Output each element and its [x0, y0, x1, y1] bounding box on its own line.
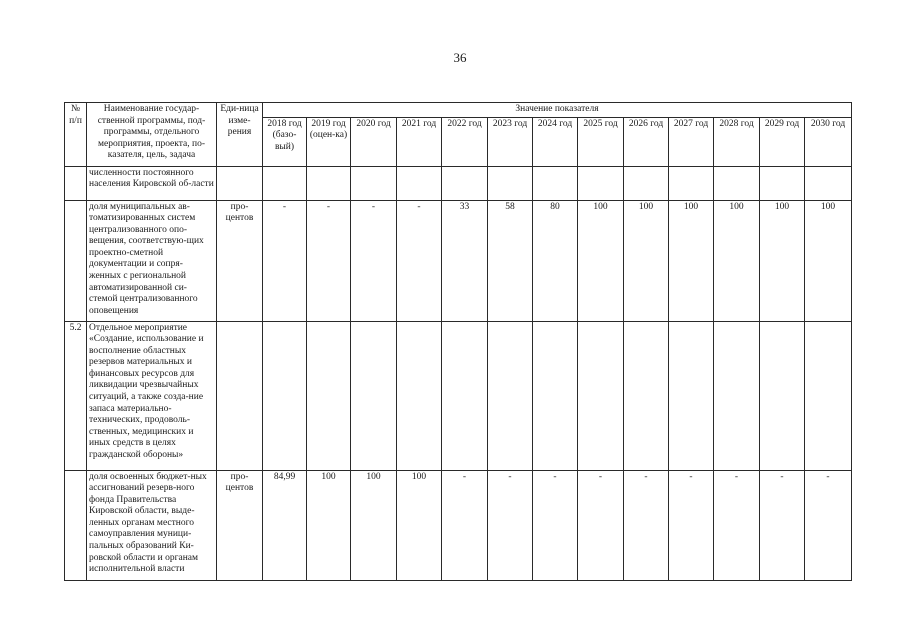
row-value: 100	[624, 200, 669, 321]
header-year: 2022 год	[442, 117, 488, 166]
row-value: -	[714, 470, 760, 580]
row-value	[351, 166, 397, 200]
row-value	[442, 166, 488, 200]
header-year: 2029 год	[760, 117, 805, 166]
row-value	[397, 321, 442, 470]
row-value	[624, 321, 669, 470]
table-row	[65, 166, 852, 200]
row-value	[578, 321, 624, 470]
row-value: 100	[760, 200, 805, 321]
row-name: Отдельное мероприятие «Создание, использование и восполнение областных резервов материальных и финансовых ресурсов для ликвидации чрезвычайных ситуаций, а также созда-ние запаса материально-технических, продоволь-ственных, медицинских и иных средств в целях гражданской обороны»	[87, 321, 217, 470]
row-num	[65, 166, 87, 200]
row-value	[533, 166, 578, 200]
row-value	[442, 321, 488, 470]
table-row	[65, 200, 852, 321]
row-unit	[217, 166, 263, 200]
row-unit: про-центов	[217, 200, 263, 321]
row-value	[263, 166, 307, 200]
header-name: Наименование государ-ственной программы, под-программы, отдельного мероприятия, проекта, по-казателя, цель, задача	[87, 103, 217, 167]
row-value: -	[397, 200, 442, 321]
row-value	[307, 321, 351, 470]
row-value	[805, 321, 852, 470]
row-value	[624, 166, 669, 200]
row-name: доля муниципальных ав-томатизированных систем централизованного опо-вещения, соответствую-щих проектно-сметной документации и сопря-женных с региональной автоматизированной си-стемой централизованного оповещения	[87, 200, 217, 321]
row-value	[578, 166, 624, 200]
row-value	[714, 166, 760, 200]
row-value: -	[488, 470, 533, 580]
row-value	[714, 321, 760, 470]
header-year: 2030 год	[805, 117, 852, 166]
row-value	[533, 321, 578, 470]
row-num: 5.2	[65, 321, 87, 470]
row-value	[488, 166, 533, 200]
row-name: численности постоянного населения Кировской об-ласти	[87, 166, 217, 200]
page-number: 36	[453, 50, 467, 65]
row-num	[65, 200, 87, 321]
row-value: 100	[351, 470, 397, 580]
header-num: № п/п	[65, 103, 87, 167]
row-value	[263, 321, 307, 470]
table-row	[65, 470, 852, 580]
row-unit	[217, 321, 263, 470]
row-value: 100	[714, 200, 760, 321]
row-value: 100	[669, 200, 714, 321]
row-value: 58	[488, 200, 533, 321]
header-year: 2024 год	[533, 117, 578, 166]
row-value: -	[578, 470, 624, 580]
row-value: -	[624, 470, 669, 580]
header-year: 2019 год (оцен-ка)	[307, 117, 351, 166]
header-year: 2023 год	[488, 117, 533, 166]
header-values-title: Значение показателя	[263, 103, 852, 118]
header-year: 2026 год	[624, 117, 669, 166]
row-value: -	[263, 200, 307, 321]
header-year: 2018 год (базо-вый)	[263, 117, 307, 166]
indicators-table	[64, 102, 852, 581]
row-value	[669, 321, 714, 470]
row-value: -	[669, 470, 714, 580]
header-year: 2027 год	[669, 117, 714, 166]
row-value	[805, 166, 852, 200]
header-year: 2020 год	[351, 117, 397, 166]
header-unit: Еди-ница изме-рения	[217, 103, 263, 167]
header-row-top	[65, 103, 852, 118]
row-num	[65, 470, 87, 580]
row-value: 33	[442, 200, 488, 321]
row-value: 100	[307, 470, 351, 580]
row-value	[760, 166, 805, 200]
row-name: доля освоенных бюджет-ных ассигнований резерв-ного фонда Правительства Кировской области, выде-ленных органам местного самоуправления муници-пальных образований Ки-ровской области и органам исполнительной власти	[87, 470, 217, 580]
row-value	[397, 166, 442, 200]
row-value	[669, 166, 714, 200]
row-value: -	[307, 200, 351, 321]
row-value: 100	[397, 470, 442, 580]
header-year: 2025 год	[578, 117, 624, 166]
row-value: -	[760, 470, 805, 580]
row-value	[307, 166, 351, 200]
row-value: -	[351, 200, 397, 321]
row-value: 80	[533, 200, 578, 321]
header-year: 2028 год	[714, 117, 760, 166]
row-value: -	[533, 470, 578, 580]
row-value	[351, 321, 397, 470]
row-value: -	[805, 470, 852, 580]
table-row	[65, 321, 852, 470]
row-value: -	[442, 470, 488, 580]
row-value: 100	[805, 200, 852, 321]
header-year: 2021 год	[397, 117, 442, 166]
row-value	[488, 321, 533, 470]
row-value: 84,99	[263, 470, 307, 580]
row-unit: про-центов	[217, 470, 263, 580]
row-value: 100	[578, 200, 624, 321]
row-value	[760, 321, 805, 470]
